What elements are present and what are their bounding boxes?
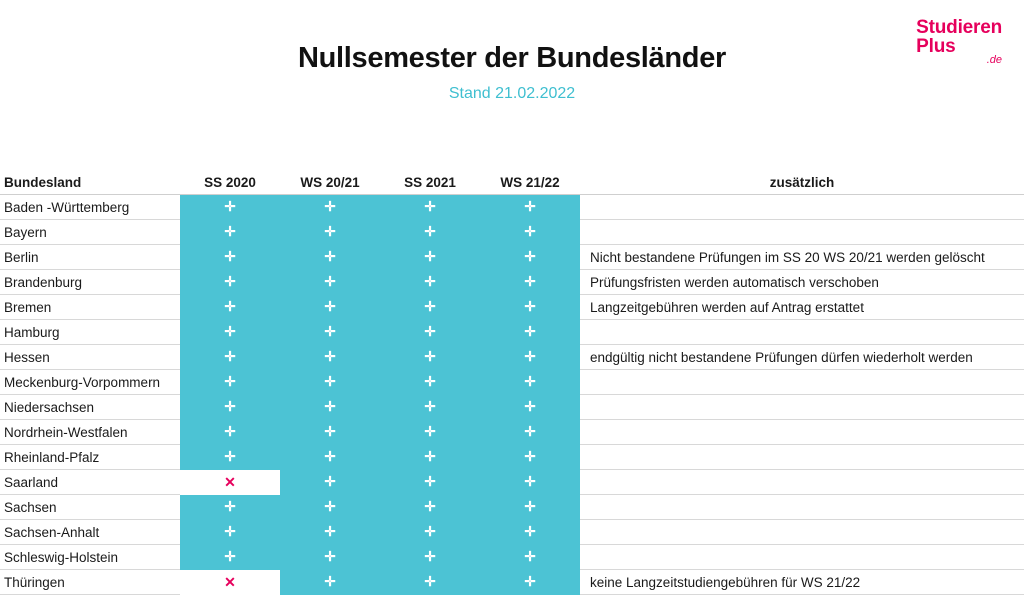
cell-ss2021: ✛ xyxy=(380,470,480,495)
cell-zusaetzlich xyxy=(580,420,1024,445)
cell-zusaetzlich: Langzeitgebühren werden auf Antrag erstattet xyxy=(580,295,1024,320)
cell-ss2021: ✛ xyxy=(380,520,480,545)
cell-bundesland: Hessen xyxy=(0,345,180,370)
cell-ws2021: ✛ xyxy=(280,495,380,520)
column-header-ss-2021: SS 2021 xyxy=(380,170,480,195)
cell-bundesland: Meckenburg-Vorpommern xyxy=(0,370,180,395)
brand-logo xyxy=(916,18,1002,66)
logo-text-studieren: Studieren xyxy=(916,17,1002,38)
cell-ss2020: ✛ xyxy=(180,420,280,445)
cell-ws2122: ✛ xyxy=(480,545,580,570)
cell-ss2020: ✛ xyxy=(180,295,280,320)
cell-zusaetzlich xyxy=(580,545,1024,570)
cell-zusaetzlich: Prüfungsfristen werden automatisch verschoben xyxy=(580,270,1024,295)
cell-zusaetzlich xyxy=(580,320,1024,345)
cell-bundesland: Sachsen-Anhalt xyxy=(0,520,180,545)
cell-zusaetzlich xyxy=(580,470,1024,495)
table-row xyxy=(0,295,1024,320)
cell-ss2021: ✛ xyxy=(380,245,480,270)
cell-ws2021: ✛ xyxy=(280,245,380,270)
cell-ss2021: ✛ xyxy=(380,495,480,520)
table-row xyxy=(0,320,1024,345)
cell-ss2021: ✛ xyxy=(380,320,480,345)
cell-ws2122: ✛ xyxy=(480,345,580,370)
column-header-ss-2020: SS 2020 xyxy=(180,170,280,195)
cell-ws2122: ✛ xyxy=(480,520,580,545)
cell-ss2020: ✛ xyxy=(180,545,280,570)
cell-bundesland: Berlin xyxy=(0,245,180,270)
cell-ws2122: ✛ xyxy=(480,245,580,270)
cell-ss2021: ✛ xyxy=(380,220,480,245)
cell-ws2021: ✛ xyxy=(280,295,380,320)
logo-text-plus: Plus xyxy=(916,36,956,57)
cell-ws2021: ✛ xyxy=(280,195,380,220)
table-row xyxy=(0,470,1024,495)
table-row xyxy=(0,395,1024,420)
nullsemester-table-wrap xyxy=(0,170,1024,595)
cell-ss2020: ✛ xyxy=(180,520,280,545)
cell-ss2021: ✛ xyxy=(380,395,480,420)
column-header-ws-2122: WS 21/22 xyxy=(480,170,580,195)
cell-ws2021: ✛ xyxy=(280,420,380,445)
cell-ws2122: ✛ xyxy=(480,470,580,495)
table-row xyxy=(0,345,1024,370)
table-body xyxy=(0,195,1024,595)
nullsemester-table xyxy=(0,170,1024,595)
cell-zusaetzlich: keine Langzeitstudiengebühren für WS 21/22 xyxy=(580,570,1024,595)
cell-ws2021: ✛ xyxy=(280,270,380,295)
cell-ws2122: ✛ xyxy=(480,420,580,445)
table-row xyxy=(0,245,1024,270)
cell-ss2021: ✛ xyxy=(380,345,480,370)
cell-bundesland: Nordrhein-Westfalen xyxy=(0,420,180,445)
table-row xyxy=(0,220,1024,245)
cell-ss2021: ✛ xyxy=(380,270,480,295)
logo-text-de: .de xyxy=(986,54,1002,66)
cell-ws2021: ✛ xyxy=(280,320,380,345)
cell-ss2020: ✛ xyxy=(180,245,280,270)
cell-ws2021: ✛ xyxy=(280,370,380,395)
cell-bundesland: Schleswig-Holstein xyxy=(0,545,180,570)
cell-ss2020: ✛ xyxy=(180,370,280,395)
cell-ws2021: ✛ xyxy=(280,520,380,545)
cell-ss2020: ✕ xyxy=(180,470,280,495)
cell-ws2122: ✛ xyxy=(480,395,580,420)
cell-zusaetzlich: endgültig nicht bestandene Prüfungen dürfen wiederholt werden xyxy=(580,345,1024,370)
cell-zusaetzlich xyxy=(580,395,1024,420)
cell-ss2020: ✛ xyxy=(180,495,280,520)
cell-ws2021: ✛ xyxy=(280,345,380,370)
cell-bundesland: Brandenburg xyxy=(0,270,180,295)
table-row xyxy=(0,445,1024,470)
cell-ss2021: ✛ xyxy=(380,570,480,595)
cell-bundesland: Thüringen xyxy=(0,570,180,595)
cell-ss2021: ✛ xyxy=(380,545,480,570)
cell-ws2122: ✛ xyxy=(480,295,580,320)
cell-ws2021: ✛ xyxy=(280,395,380,420)
cell-ws2122: ✛ xyxy=(480,570,580,595)
cell-bundesland: Bremen xyxy=(0,295,180,320)
table-row xyxy=(0,520,1024,545)
cell-ss2020: ✕ xyxy=(180,570,280,595)
table-row xyxy=(0,370,1024,395)
cell-ss2020: ✛ xyxy=(180,270,280,295)
cell-ss2020: ✛ xyxy=(180,195,280,220)
table-header xyxy=(0,170,1024,195)
cell-zusaetzlich: Nicht bestandene Prüfungen im SS 20 WS 20/21 werden gelöscht xyxy=(580,245,1024,270)
cell-ss2021: ✛ xyxy=(380,295,480,320)
cell-ss2021: ✛ xyxy=(380,445,480,470)
cell-zusaetzlich xyxy=(580,520,1024,545)
cell-ss2020: ✛ xyxy=(180,345,280,370)
cell-ss2021: ✛ xyxy=(380,370,480,395)
cell-ss2020: ✛ xyxy=(180,220,280,245)
cell-ss2021: ✛ xyxy=(380,420,480,445)
cell-zusaetzlich xyxy=(580,220,1024,245)
cell-bundesland: Saarland xyxy=(0,470,180,495)
page-subtitle: Stand 21.02.2022 xyxy=(448,85,576,102)
page-title: Nullsemester der Bundesländer xyxy=(297,42,727,74)
table-row xyxy=(0,195,1024,220)
cell-ws2122: ✛ xyxy=(480,445,580,470)
table-row xyxy=(0,270,1024,295)
cell-ws2122: ✛ xyxy=(480,195,580,220)
cell-zusaetzlich xyxy=(580,445,1024,470)
cell-ws2122: ✛ xyxy=(480,370,580,395)
cell-ws2021: ✛ xyxy=(280,445,380,470)
cell-ws2021: ✛ xyxy=(280,470,380,495)
cell-ws2021: ✛ xyxy=(280,545,380,570)
cell-bundesland: Hamburg xyxy=(0,320,180,345)
cell-zusaetzlich xyxy=(580,495,1024,520)
cell-zusaetzlich xyxy=(580,370,1024,395)
cell-bundesland: Rheinland-Pfalz xyxy=(0,445,180,470)
cell-ws2122: ✛ xyxy=(480,320,580,345)
column-header-bundesland: Bundesland xyxy=(0,170,180,195)
table-header-row xyxy=(0,170,1024,195)
cell-ss2020: ✛ xyxy=(180,320,280,345)
cell-ws2122: ✛ xyxy=(480,495,580,520)
column-header-ws-2021: WS 20/21 xyxy=(280,170,380,195)
table-row xyxy=(0,545,1024,570)
cell-bundesland: Baden -Württemberg xyxy=(0,195,180,220)
table-row xyxy=(0,495,1024,520)
cell-ss2020: ✛ xyxy=(180,445,280,470)
cell-ws2021: ✛ xyxy=(280,220,380,245)
cell-bundesland: Niedersachsen xyxy=(0,395,180,420)
cell-ws2021: ✛ xyxy=(280,570,380,595)
table-row xyxy=(0,420,1024,445)
cell-bundesland: Sachsen xyxy=(0,495,180,520)
cell-ss2021: ✛ xyxy=(380,195,480,220)
cell-bundesland: Bayern xyxy=(0,220,180,245)
table-row xyxy=(0,570,1024,595)
cell-ws2122: ✛ xyxy=(480,270,580,295)
cell-zusaetzlich xyxy=(580,195,1024,220)
cell-ss2020: ✛ xyxy=(180,395,280,420)
column-header-zusaetzlich: zusätzlich xyxy=(580,170,1024,195)
cell-ws2122: ✛ xyxy=(480,220,580,245)
